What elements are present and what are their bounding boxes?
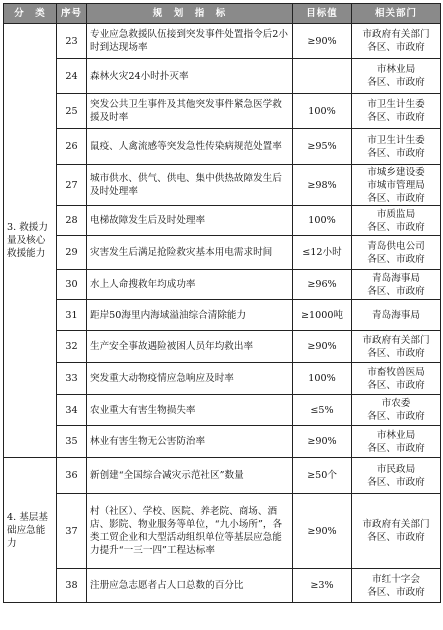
indicator-cell: 注册应急志愿者占人口总数的百分比 (87, 569, 293, 603)
table-row (4, 129, 441, 165)
department-cell: 市农委 各区、市政府 (352, 395, 441, 426)
row-number: 30 (57, 270, 87, 300)
table-row (4, 458, 441, 494)
target-cell: ≥1000吨 (293, 300, 352, 331)
target-cell: ≥90% (293, 24, 352, 59)
table-row (4, 270, 441, 300)
row-number: 38 (57, 569, 87, 603)
row-number: 35 (57, 426, 87, 458)
target-cell: 100% (293, 94, 352, 129)
target-cell: 100% (293, 363, 352, 395)
row-number: 33 (57, 363, 87, 395)
department-cell: 青岛供电公司 各区、市政府 (352, 236, 441, 270)
row-number: 24 (57, 59, 87, 94)
header-indicator: 规 划 指 标 (87, 4, 293, 24)
target-cell: ≤5% (293, 395, 352, 426)
indicator-cell: 村（社区）、学校、医院、养老院、商场、酒店、影院、物业服务等单位，“九小场所”，各类工贸企业和大型活动组织单位等基层应急能力提升“一三一四”工程达标率 (87, 494, 293, 569)
row-number: 34 (57, 395, 87, 426)
indicator-cell: 专业应急救援队伍接到突发事件处置指令后2小时到达现场率 (87, 24, 293, 59)
row-number: 29 (57, 236, 87, 270)
target-cell: ≥90% (293, 331, 352, 363)
department-cell: 市政府有关部门 各区、市政府 (352, 494, 441, 569)
header-category: 分 类 (4, 4, 57, 24)
department-cell: 市政府有关部门 各区、市政府 (352, 331, 441, 363)
target-cell: ≥50个 (293, 458, 352, 494)
department-cell: 市质监局 各区、市政府 (352, 206, 441, 236)
department-cell: 市红十字会 各区、市政府 (352, 569, 441, 603)
table-row (4, 59, 441, 94)
row-number: 32 (57, 331, 87, 363)
table-row (4, 206, 441, 236)
table-row (4, 426, 441, 458)
department-cell: 市政府有关部门 各区、市政府 (352, 24, 441, 59)
table-row (4, 300, 441, 331)
indicator-cell: 突发公共卫生事件及其他突发事件紧急医学救援及时率 (87, 94, 293, 129)
indicator-cell: 新创建“全国综合减灾示范社区”数量 (87, 458, 293, 494)
indicator-cell: 水上人命搜救年均成功率 (87, 270, 293, 300)
row-number: 26 (57, 129, 87, 165)
indicator-cell: 突发重大动物疫情应急响应及时率 (87, 363, 293, 395)
table-row (4, 569, 441, 603)
target-cell: ≥90% (293, 426, 352, 458)
target-cell (293, 59, 352, 94)
row-number: 36 (57, 458, 87, 494)
planning-indicators-table (3, 3, 441, 603)
indicator-cell: 电梯故障发生后及时处理率 (87, 206, 293, 236)
target-cell: ≥98% (293, 165, 352, 206)
target-cell: ≥90% (293, 494, 352, 569)
table-row (4, 94, 441, 129)
indicator-cell: 森林火灾24小时扑灭率 (87, 59, 293, 94)
row-number: 31 (57, 300, 87, 331)
target-cell: ≥3% (293, 569, 352, 603)
indicator-cell: 城市供水、供气、供电、集中供热故障发生后及时处理率 (87, 165, 293, 206)
indicator-cell: 农业重大有害生物损失率 (87, 395, 293, 426)
header-target: 目标值 (293, 4, 352, 24)
department-cell: 市林业局 各区、市政府 (352, 59, 441, 94)
department-cell: 市民政局 各区、市政府 (352, 458, 441, 494)
department-cell: 青岛海事局 各区、市政府 (352, 270, 441, 300)
category-cell: 4. 基层基础应急能力 (4, 458, 57, 603)
indicator-cell: 距岸50海里内海域溢油综合清除能力 (87, 300, 293, 331)
department-cell: 市林业局 各区、市政府 (352, 426, 441, 458)
table-row (4, 24, 441, 59)
target-cell: ≤12小时 (293, 236, 352, 270)
row-number: 27 (57, 165, 87, 206)
table-row (4, 494, 441, 569)
target-cell: ≥96% (293, 270, 352, 300)
header-number: 序号 (57, 4, 87, 24)
department-cell: 市城乡建设委 市城市管理局 各区、市政府 (352, 165, 441, 206)
table-row (4, 331, 441, 363)
indicator-cell: 生产安全事故遇险被困人员年均救出率 (87, 331, 293, 363)
row-number: 37 (57, 494, 87, 569)
row-number: 25 (57, 94, 87, 129)
department-cell: 市卫生计生委 各区、市政府 (352, 94, 441, 129)
table-header-row (4, 4, 441, 24)
target-cell: 100% (293, 206, 352, 236)
row-number: 23 (57, 24, 87, 59)
indicator-cell: 鼠疫、人禽流感等突发急性传染病规范处置率 (87, 129, 293, 165)
department-cell: 青岛海事局 (352, 300, 441, 331)
category-cell: 3. 救援力量及核心救援能力 (4, 24, 57, 458)
table-row (4, 395, 441, 426)
target-cell: ≥95% (293, 129, 352, 165)
department-cell: 市畜牧兽医局 各区、市政府 (352, 363, 441, 395)
indicator-cell: 灾害发生后满足抢险救灾基本用电需求时间 (87, 236, 293, 270)
table-row (4, 363, 441, 395)
table-row (4, 236, 441, 270)
department-cell: 市卫生计生委 各区、市政府 (352, 129, 441, 165)
indicator-cell: 林业有害生物无公害防治率 (87, 426, 293, 458)
header-department: 相关部门 (352, 4, 441, 24)
table-row (4, 165, 441, 206)
row-number: 28 (57, 206, 87, 236)
